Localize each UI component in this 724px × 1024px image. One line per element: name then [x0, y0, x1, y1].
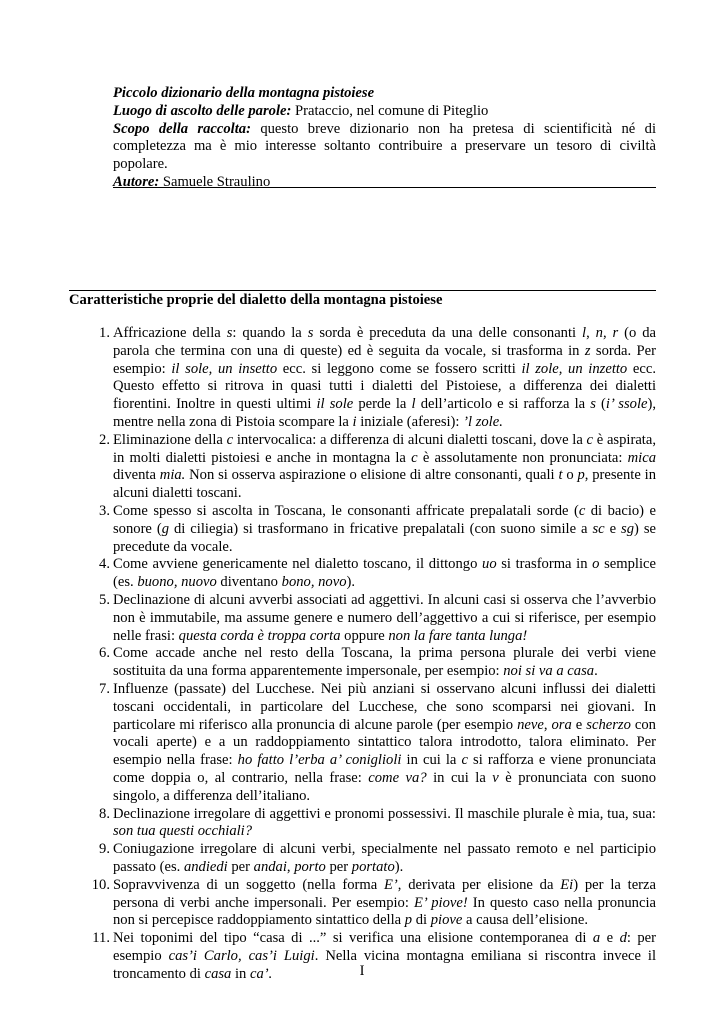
text-run: in cui la	[426, 769, 493, 786]
text-run: . Nella vicina montagna emiliana si riscontra invece il troncamento di	[113, 947, 656, 982]
italic-text: s	[226, 325, 233, 341]
text-run: Influenze (passate) del Lucchese. Nei più anziani si osservano alcuni influssi dei dialetti toscani occidentali, in particolare del Lucchese, che sono scomparsi nei giovani. In particolare mi riferisco alla pronuncia di alcune parole (per esempio	[113, 680, 656, 733]
italic-text: ca’.	[250, 965, 273, 982]
italic-text: n	[595, 325, 603, 341]
text-run: Sopravvivenza di un soggetto (nella forma	[113, 876, 384, 893]
italic-text: l	[411, 396, 416, 413]
text-run: Come spesso si ascolta in Toscana, le consonanti affricate prepalatali sorde (	[113, 502, 579, 519]
text-run: si rafforza e viene pronunciata come doppia o, al contrario, nella frase:	[113, 752, 656, 786]
italic-text: ’l zole.	[463, 413, 503, 430]
italic-text: a	[592, 930, 601, 947]
luogo-label: Luogo di ascolto delle parole:	[113, 102, 292, 119]
text-run: ).	[346, 574, 356, 591]
text-run: (	[595, 396, 606, 413]
text-run: Affricazione della	[113, 325, 227, 341]
text-run: per	[227, 858, 254, 875]
autore-line	[113, 174, 656, 192]
italic-text: c	[578, 502, 586, 519]
italic-text: questa corda è troppa corta	[178, 627, 341, 644]
italic-text: s	[307, 325, 314, 341]
luogo-value: Prataccio, nel comune di Piteglio	[291, 102, 489, 119]
text-run: in cui la	[401, 752, 462, 769]
italic-text: uo	[482, 556, 497, 573]
text-run: o	[562, 467, 578, 484]
autore-value: Samuele Straulino	[159, 173, 271, 190]
italic-text: Ei	[560, 876, 574, 893]
text-run: a causa dell’elisione.	[462, 912, 588, 929]
list-item-number: 1.	[99, 325, 110, 341]
list-item	[99, 556, 656, 592]
italic-text: andiedi	[183, 858, 228, 875]
text-run: In questo caso nella pronuncia non si percepisce raddoppiamento sintattico della	[113, 894, 656, 929]
list-item-number: 7.	[99, 680, 110, 697]
text-run: ) se precedute da vocale.	[113, 520, 656, 555]
list-item	[91, 876, 656, 930]
italic-text: t	[558, 467, 563, 484]
features-list	[91, 325, 657, 983]
text-run: intervocalica: a differenza di alcuni dialetti toscani, dove la	[233, 431, 587, 448]
list-item-number: 10.	[91, 876, 110, 893]
text-run: Declinazione di alcuni avverbi associati ad aggettivi. In alcuni casi si osserva che l’avverbio non è immutabile, ma assume genere e numero dell’aggettivo a cui si riferisce, per esempio nelle frasi:	[113, 591, 656, 644]
italic-text: mica	[627, 449, 656, 466]
text-run: (o da parola che termina con una di queste) ed è seguita da vocale, si trasforma in	[113, 325, 656, 359]
italic-text: E’ piove!	[413, 894, 468, 911]
text-run: è assolutamente non pronunciata:	[417, 449, 628, 466]
list-item	[99, 645, 656, 681]
text-run: sorda è preceduta da una delle consonanti	[313, 325, 583, 341]
section-title: Caratteristiche proprie del dialetto della montagna pistoiese	[69, 292, 443, 308]
italic-text: scherzo	[586, 716, 631, 733]
text-run: diventa	[113, 467, 160, 484]
text-run: ecc. si leggono come se fossero scritti	[277, 360, 522, 377]
list-item	[99, 502, 656, 556]
text-run: in	[231, 965, 251, 982]
italic-text: il sole, un insetto	[171, 360, 278, 377]
text-run: dell’articolo e si rafforza la	[415, 396, 591, 413]
italic-text: il zole, un inzetto	[521, 360, 628, 377]
italic-text: r	[612, 325, 619, 341]
italic-text: cas’i Carlo, cas’i Luigi	[168, 947, 315, 964]
italic-text: andai	[253, 858, 287, 875]
text-run: Coniugazione irregolare di alcuni verbi, specialmente nel passato remoto e nel participio passato (es.	[113, 841, 656, 875]
text-run: ,	[586, 325, 596, 341]
list-item	[99, 805, 656, 842]
list-item-number: 5.	[99, 591, 110, 608]
text-run: e	[604, 520, 622, 537]
text-run: con vocali aperte) e a un raddoppiamento sintattico talora introdotto, talora eliminato. Per esempio nella frase:	[113, 716, 656, 769]
header-rule	[113, 187, 656, 188]
text-run: : per esempio	[113, 930, 657, 964]
italic-text: p	[577, 467, 585, 484]
autore-label: Autore:	[113, 173, 160, 190]
text-run: di ciliegia) si trasformano in fricative prepalatali (con suono simile a	[169, 520, 593, 537]
italic-text: come va?	[368, 769, 427, 786]
italic-text: v	[492, 769, 499, 786]
text-run: ,	[543, 716, 552, 733]
italic-text: sc	[592, 520, 605, 537]
italic-text: neve	[517, 716, 544, 733]
italic-text: d	[619, 930, 627, 947]
italic-text: E’	[384, 876, 398, 893]
italic-text: c	[411, 449, 418, 466]
text-run: ) per la terza persona di verbi anche impersonali. Per esempio:	[113, 876, 656, 911]
list-item-number: 8.	[99, 805, 110, 822]
list-item-number: 2.	[99, 431, 110, 448]
italic-text: casa	[204, 965, 232, 982]
text-run: oppure	[340, 627, 389, 644]
text-run: e	[600, 930, 620, 947]
text-run: Non si osserva aspirazione o elisione di altre consonanti, quali	[185, 467, 559, 484]
text-run: perde la	[353, 396, 412, 413]
list-item-number: 6.	[99, 645, 110, 662]
italic-text: son tua questi occhiali?	[113, 823, 253, 840]
list-item-number: 4.	[99, 556, 110, 573]
italic-text: c	[461, 752, 468, 769]
italic-text: i	[352, 413, 357, 430]
italic-text: p	[404, 912, 413, 929]
list-item	[99, 841, 656, 877]
text-run: per	[325, 858, 352, 875]
italic-text: c	[226, 431, 234, 448]
text-run: è aspirata, in molti dialetti pistoiesi e anche in montagna la	[113, 431, 656, 466]
text-run: Come avviene genericamente nel dialetto toscano, il dittongo	[113, 556, 483, 573]
text-run: ,	[286, 858, 295, 875]
list-item	[99, 591, 656, 645]
text-run: ).	[394, 858, 404, 875]
text-run: .	[594, 663, 598, 680]
text-run: e	[571, 716, 587, 733]
list-item	[99, 680, 657, 806]
list-item-number: 9.	[99, 841, 110, 858]
text-run: ), mentre nella zona di Pistoia scompare la	[113, 396, 657, 430]
text-run: Declinazione irregolare di aggettivi e pronomi possessivi. Il maschile plurale è mia, tua, sua:	[113, 805, 656, 822]
italic-text: noi si va a casa	[503, 663, 595, 680]
italic-text: buono, nuovo	[137, 574, 217, 591]
italic-text: portato	[351, 858, 395, 875]
text-run: di	[412, 912, 431, 929]
italic-text: l	[582, 325, 587, 341]
text-run: , presente in alcuni dialetti toscani.	[113, 467, 656, 502]
italic-text: g	[161, 520, 170, 537]
list-item-number: 3.	[99, 502, 110, 519]
italic-text: mia.	[159, 467, 186, 484]
text-run: è pronunciata con suono singolo, a differenza dell’italiano.	[113, 769, 657, 804]
text-run: Nei toponimi del tipo “casa di ...” si verifica una elisione contemporanea di	[113, 930, 593, 947]
section-rule	[69, 290, 656, 291]
luogo-line	[113, 103, 656, 121]
scopo-label: Scopo della raccolta:	[113, 120, 251, 137]
scopo-value: questo breve dizionario non ha pretesa di scientificità né di completezza ma è mio interesse soltanto contribuire a preservare un tesoro di civiltà popolare.	[113, 120, 656, 173]
italic-text: i’ ssole	[605, 396, 648, 413]
italic-text: porto	[294, 858, 326, 875]
italic-text: ora	[551, 716, 572, 733]
text-run: ecc. Questo effetto si ritrova in quasi tutti i dialetti del Pistoiese, a differenza dei dialetti fiorentini. Inoltre in questi ultimi	[113, 360, 656, 413]
list-item	[99, 431, 656, 503]
text-run: : quando la	[232, 325, 308, 341]
italic-text: o	[592, 556, 600, 573]
text-run: Come accade anche nel resto della Toscana, la prima persona plurale dei verbi viene sostituita da una forma apparentemente impersonale, per esempio:	[113, 645, 656, 680]
italic-text: sg	[621, 520, 635, 537]
italic-text: non la fare tanta lunga!	[388, 627, 528, 644]
document-title: Piccolo dizionario della montagna pistoiese	[113, 85, 375, 101]
italic-text: piove	[430, 912, 463, 929]
page-number: I	[359, 963, 365, 979]
document-header	[113, 85, 656, 192]
text-run: iniziale (aferesi):	[356, 413, 464, 430]
text-run: Eliminazione della	[113, 431, 227, 448]
text-run: , derivata per elisione da	[397, 876, 561, 893]
italic-text: s	[590, 396, 596, 413]
italic-text: z	[584, 342, 591, 359]
text-run: si trasforma in	[496, 556, 593, 573]
text-run: di bacio) e sonore (	[113, 502, 656, 537]
text-run: ,	[602, 325, 613, 341]
italic-text: ho fatto l’erba a’ coniglioli	[237, 752, 402, 769]
italic-text: il sole	[316, 396, 354, 413]
scopo-line	[113, 121, 656, 174]
list-item-number: 11.	[92, 930, 110, 947]
list-item	[99, 325, 657, 432]
italic-text: bono, novo	[281, 574, 347, 591]
italic-text: c	[586, 431, 594, 448]
text-run: sorda. Per esempio:	[113, 342, 657, 377]
text-run: diventano	[216, 574, 282, 591]
text-run: semplice (es.	[113, 556, 656, 591]
